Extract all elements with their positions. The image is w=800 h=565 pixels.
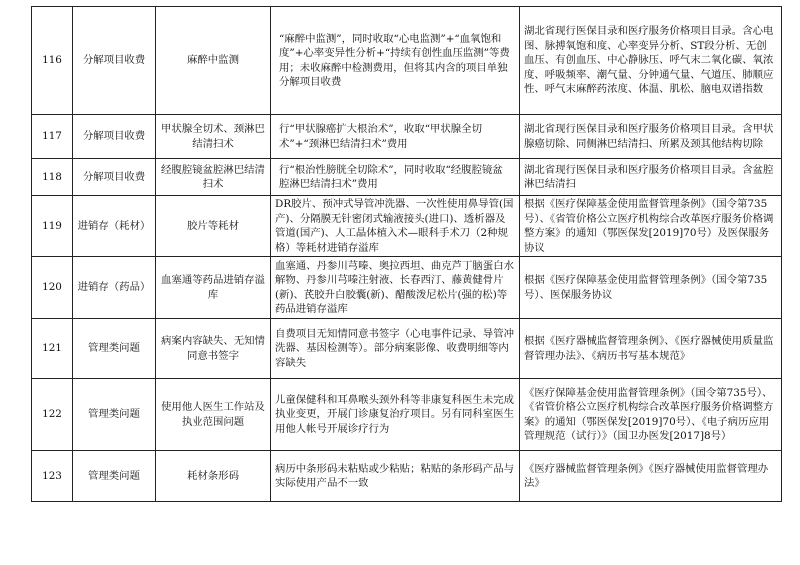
issue-basis: 湖北省现行医保目录和医疗服务价格项目目录。含盆腔淋巴结清扫 [520,159,782,196]
issue-basis: 根据《医疗保障基金使用监督管理条例》（国令第735号）、《省管价格公立医疗机构综合改革医疗服务价格调整方案》的通知（鄂医保发[2019]70号）及医保服务协议 [520,196,782,257]
table-row [32,159,782,196]
table-row [32,115,782,159]
table-row [32,196,782,257]
issue-category: 分解项目收费 [73,159,156,196]
table-row [32,257,782,319]
row-number: 121 [32,319,73,379]
issue-basis: 《医疗保障基金使用监督管理条例》（国令第735号）、《省管价格公立医疗机构综合改革医疗服务价格调整方案》的通知（鄂医保发[2019]70号）、《电子病历应用管理规范（试行）》（国卫办医发[2017]8号） [520,379,782,451]
issue-description: 行“根治性膀胱全切除术”，同时收取“经腹腔镜盆腔淋巴结清扫术”费用 [271,159,520,196]
issue-description: 儿童保健科和耳鼻喉头颈外科等非康复科医生未完成执业变更，开展门诊康复治疗项目。另有同科室医生用他人帐号开展诊疗行为 [271,379,520,451]
issue-item: 甲状腺全切术、颈淋巴结清扫术 [156,115,271,159]
issue-description: DR胶片、预冲式导管冲洗器、一次性使用鼻导管(国产)、分隔膜无针密闭式输液接头(进口)、透析器及管道(国产)、人工晶体植入术—眼科手术刀（2种规格）等耗材进销存溢库 [271,196,520,257]
issue-description: “麻醉中监测”，同时收取“心电监测”+“血氧饱和度”+心率变异性分析+“持续有创性血压监测”等费用；未收麻醉中检测费用，但将其内含的项目单独分解项目收费 [271,7,520,115]
row-number: 122 [32,379,73,451]
issue-category: 进销存（药品） [73,257,156,319]
issue-category: 分解项目收费 [73,115,156,159]
table-row [32,451,782,502]
table-row [32,379,782,451]
issue-item: 血塞通等药品进销存溢库 [156,257,271,319]
issue-basis: 湖北省现行医保目录和医疗服务价格项目目录。含甲状腺癌切除、同侧淋巴结清扫、所累及颈其他结构切除 [520,115,782,159]
issue-category: 分解项目收费 [73,7,156,115]
issue-category: 管理类问题 [73,319,156,379]
issue-basis: 根据《医疗器械监督管理条例》、《医疗器械使用质量监督管理办法》、《病历书写基本规范》 [520,319,782,379]
issue-basis: 根据《医疗保障基金使用监督管理条例》（国令第735号）、医保服务协议 [520,257,782,319]
issue-description: 自费项目无知情同意书签字（心电事件记录、导管冲洗器、基因检测等）。部分病案影像、收费明细等内容缺失 [271,319,520,379]
table-row [32,319,782,379]
issue-item: 胶片等耗材 [156,196,271,257]
issues-table [31,6,782,502]
row-number: 117 [32,115,73,159]
issue-description: 血塞通、丹参川芎嗪、奥拉西坦、曲克芦丁脑蛋白水解物、丹参川芎嗪注射液、长春西汀、藤黄健骨片(新)、芪胶升白胶囊(新)、醋酸泼尼松片(强的松)等药品进销存溢库 [271,257,520,319]
issue-item: 使用他人医生工作站及执业范围问题 [156,379,271,451]
issue-item: 耗材条形码 [156,451,271,502]
row-number: 119 [32,196,73,257]
issue-category: 管理类问题 [73,379,156,451]
issue-item: 经腹腔镜盆腔淋巴结清扫术 [156,159,271,196]
row-number: 120 [32,257,73,319]
row-number: 123 [32,451,73,502]
row-number: 116 [32,7,73,115]
issue-category: 进销存（耗材） [73,196,156,257]
issue-description: 行“甲状腺癌扩大根治术”，收取“甲状腺全切术”+“颈淋巴结清扫术”费用 [271,115,520,159]
issue-description: 病历中条形码未粘贴或少粘贴；粘贴的条形码产品与实际使用产品不一致 [271,451,520,502]
issue-item: 麻醉中监测 [156,7,271,115]
issue-item: 病案内容缺失、无知情同意书签字 [156,319,271,379]
table-row [32,7,782,115]
issue-category: 管理类问题 [73,451,156,502]
issue-basis: 湖北省现行医保目录和医疗服务价格项目目录。含心电图、脉搏氧饱和度、心率变异分析、ST段分析、无创血压、有创血压、中心静脉压、呼气末二氧化碳、氧浓度、呼吸频率、潮气量、分钟通气量、气道压、肺顺应性、呼气末麻醉药浓度、体温、肌松、脑电双谱指数 [520,7,782,115]
issue-basis: 《医疗器械监督管理条例》《医疗器械使用监督管理办法》 [520,451,782,502]
row-number: 118 [32,159,73,196]
